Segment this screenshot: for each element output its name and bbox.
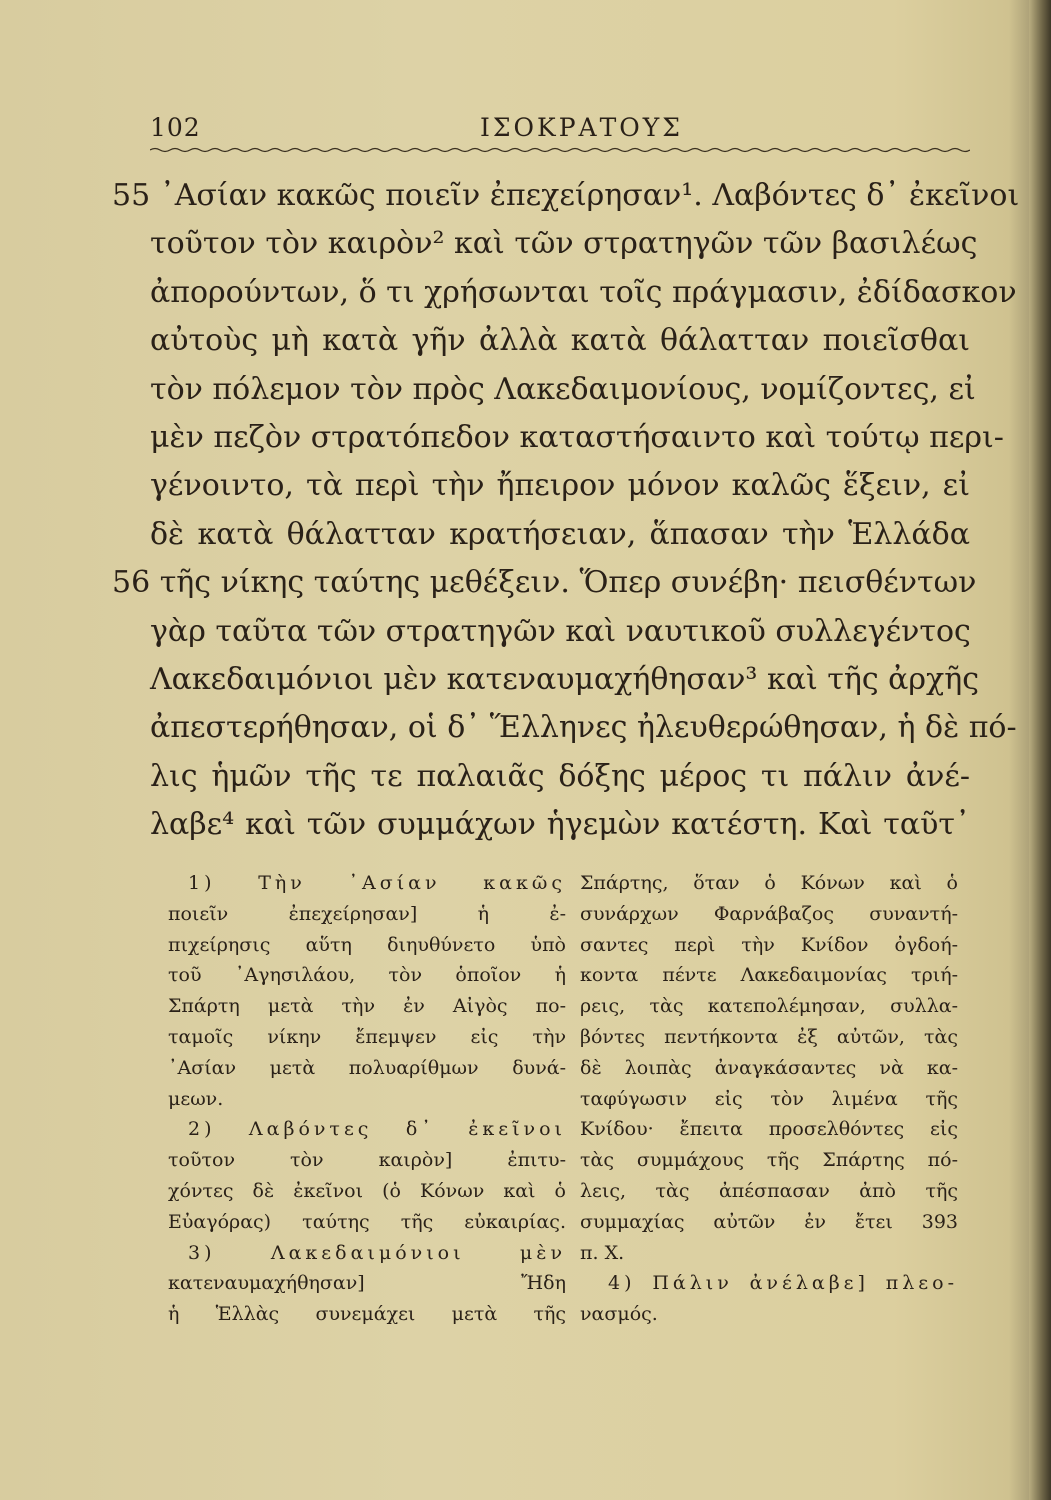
footnote-line: βόντες πεντήκοντα ἐξ αὐτῶν, τὰς xyxy=(580,1025,958,1048)
footnote-line: συνάρχων Φαρνάβαζος συναντή- xyxy=(580,902,958,925)
footnote-line: Σπάρτης, ὅταν ὁ Κόνων καὶ ὁ xyxy=(580,872,958,894)
text-line: γένοιντο, τὰ περὶ τὴν ἤπειρον μόνον καλῶς ἕξειν, εἰ xyxy=(150,468,970,504)
footnote-line: τὰς συμμάχους τῆς Σπάρτης πό- xyxy=(580,1149,958,1172)
text-line: αὐτοὺς μὴ κατὰ γῆν ἀλλὰ κατὰ θάλατταν ποιεῖσθαι xyxy=(150,323,970,359)
book-spine-shadow xyxy=(1029,0,1051,1500)
footnote-line: ταφύγωσιν εἰς τὸν λιμένα τῆς xyxy=(580,1087,958,1110)
footnote-line: νασμός. xyxy=(580,1303,658,1326)
text-line: λις ἡμῶν τῆς τε παλαιᾶς δόξης μέρος τι πάλιν ἀνέ- xyxy=(150,758,970,794)
text-line: τὸν πόλεμον τὸν πρὸς Λακεδαιμονίους, νομίζοντες, εἰ xyxy=(150,371,976,407)
text-line: δὲ κατὰ θάλατταν κρατήσειαν, ἅπασαν τὴν Ἑλλάδα xyxy=(150,516,970,552)
footnote-line: ταμοῖς νίκην ἔπεμψεν εἰς τὴν xyxy=(168,1025,566,1048)
footnote-line: κοντα πέντε Λακεδαιμονίας τριή- xyxy=(580,964,958,987)
text-line: 55 ᾿Ασίαν κακῶς ποιεῖν ἐπεχείρησαν¹. Λαβόντες δ᾿ ἐκεῖνοι xyxy=(112,178,1020,213)
text-line: 56 τῆς νίκης ταύτης μεθέξειν. Ὅπερ συνέβη· πεισθέντων xyxy=(112,565,977,601)
text-line: Λακεδαιμόνιοι μὲν κατεναυμαχήθησαν³ καὶ τῆς ἀρχῆς xyxy=(150,661,980,697)
text-line: λαβε⁴ καὶ τῶν συμμάχων ἡγεμὼν κατέστη. Καὶ ταῦτ᾿ xyxy=(150,807,970,843)
running-title: ΙΣΟΚΡΑΤΟΥΣ xyxy=(480,113,683,142)
footnote-line: πιχείρησις αὕτη διηυθύνετο ὑπὸ xyxy=(168,933,566,956)
text-line: μὲν πεζὸν στρατόπεδον καταστήσαιντο καὶ τούτῳ περι- xyxy=(150,419,1004,455)
footnotes-right-column xyxy=(580,868,958,1330)
footnote-line: Εὐαγόρας) ταύτης τῆς εὐκαιρίας. xyxy=(168,1210,566,1233)
footnote-line: Κνίδου· ἔπειτα προσελθόντες εἰς xyxy=(580,1118,958,1141)
footnote-line: ᾿Ασίαν μετὰ πολυαρίθμων δυνά- xyxy=(168,1056,566,1079)
footnote-line: τοῦ ᾿Αγησιλάου, τὸν ὁποῖον ἡ xyxy=(168,964,566,987)
text-line: ἀπορούντων, ὅ τι χρήσωνται τοῖς πράγμασιν, ἐδίδασκον xyxy=(150,274,1017,310)
footnote-line: Σπάρτη μετὰ τὴν ἐν Αἰγὸς πο- xyxy=(168,995,566,1018)
footnote-line: δὲ λοιπὰς ἀναγκάσαντες νὰ κα- xyxy=(580,1056,958,1079)
footnote-line: 2) Λαβόντες δ᾿ ἐκεῖνοι xyxy=(188,1118,566,1141)
footnote-line: π. Χ. xyxy=(580,1241,625,1264)
page-number: 102 xyxy=(150,113,201,142)
text-line: γὰρ ταῦτα τῶν στρατηγῶν καὶ ναυτικοῦ συλλεγέντος xyxy=(150,613,971,649)
footnote-line: 4) Πάλιν ἀνέλαβε] πλεο- xyxy=(608,1272,958,1295)
footnote-line: λεις, τὰς ἀπέσπασαν ἀπὸ τῆς xyxy=(580,1179,958,1202)
footnote-line: ποιεῖν ἐπεχείρησαν] ἡ ἐ- xyxy=(168,902,566,925)
footnote-line: 1) Τὴν ᾿Ασίαν κακῶς xyxy=(188,872,566,894)
footnote-line: κατεναυμαχήθησαν] Ἤδη xyxy=(168,1272,566,1295)
footnote-line: 3) Λακεδαιμόνιοι μὲν xyxy=(188,1241,566,1264)
footnote-line: μεων. xyxy=(168,1087,224,1110)
text-line: τοῦτον τὸν καιρὸν² καὶ τῶν στρατηγῶν τῶν βασιλέως xyxy=(150,226,978,262)
footnote-line: ρεις, τὰς κατεπολέμησαν, συλλα- xyxy=(580,995,958,1018)
footnote-line: χόντες δὲ ἐκεῖνοι (ὁ Κόνων καὶ ὁ xyxy=(168,1179,566,1202)
text-line: ἀπεστερήθησαν, οἱ δ᾿ Ἕλληνες ἠλευθερώθησαν, ἡ δὲ πό- xyxy=(150,710,1017,746)
footnotes-left-column xyxy=(168,868,566,1330)
footnote-line: σαντες περὶ τὴν Κνίδον ὀγδοή- xyxy=(580,933,958,956)
footnote-line: συμμαχίας αὐτῶν ἐν ἔτει 393 xyxy=(580,1210,958,1233)
footnote-line: ἡ Ἑλλὰς συνεμάχει μετὰ τῆς xyxy=(168,1303,566,1326)
footnote-line: τοῦτον τὸν καιρὸν] ἐπιτυ- xyxy=(168,1149,566,1172)
wavy-header-rule xyxy=(150,147,970,153)
main-text-block xyxy=(112,172,1020,849)
